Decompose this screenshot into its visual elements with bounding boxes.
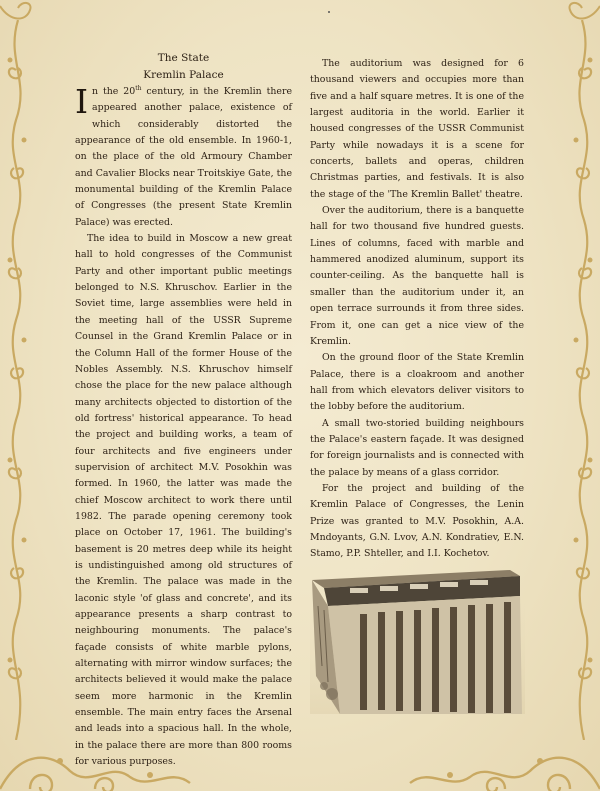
page-mark <box>328 11 330 13</box>
title-line-2: Kremlin Palace <box>143 69 224 81</box>
left-column <box>75 50 292 770</box>
right-ornament <box>568 20 598 740</box>
paragraph-4: Over the auditorium, there is a banquette hall for two thousand five hundred guests. Lines of columns, faced with marble and hammered anodized aluminum, support its counter-ceiling. As the banquette hall is smaller than the auditorium under it, an open terrace surrounds it from three sides. From it, one can get a nice view of the Kremlin. <box>310 205 524 347</box>
right-column <box>310 56 524 563</box>
paragraph-6: A small two-storied building neighbours the Palace's eastern façade. It was designed for foreign journalists and is connected with the palace by means of a glass corridor. <box>310 417 524 478</box>
left-ornament <box>2 20 32 740</box>
paragraph-3: The auditorium was designed for 6 thousand viewers and occupies more than five and a half square metres. It is one of the largest auditoria in the world. Earlier it housed congresses of the USSR Communist Party while nowadays it is a scene for concerts, ballets and operas, children Christmas parties, and festivals. It is also the stage of the 'The Kremlin Ballet' theatre. <box>310 58 524 200</box>
drop-cap: I <box>75 82 89 121</box>
paragraph-1: In the 20th century, in the Kremlin there appeared another palace, existence of which considerably distorted the appearance of the old ensemble. In 1960-1, on the place of the old Armoury Chamber and Cavalier Blocks near Troitskiye Gate, the monumental building of the Kremlin Palace of Congresses (the present State Kremlin Palace) was erected. <box>75 82 292 228</box>
top-ornament <box>0 0 600 28</box>
paragraph-2: The idea to build in Moscow a new great hall to hold congresses of the Communist Party and other important public meetings belonged to N.S. Khruschov. Earlier in the Soviet time, large assemblies were held in the meeting hall of the USSR Supreme Counsel in the Grand Kremlin Palace or in the Column Hall of the former House of the Nobles Assembly. N.S. Khruschov himself chose the place for the new palace although many architects objected to distortion of the old fortress' historical appearance. To head the project and building works, a team of four architects and five engineers under supervision of architect M.V. Posokhin was formed. In 1960, the latter was made the chief Moscow architect to work there until 1982. The parade opening ceremony took place on October 17, 1961. The building's basement is 20 metres deep while its height is undistinguished among old structures of the Kremlin. The palace was made in the laconic style 'of glass and concrete', and its appearance presents a sharp contrast to neighbouring monuments. The palace's façade consists of white marble pylons, alternating with mirror window surfaces; the architects believed it would make the palace seem more harmonic in the Kremlin ensemble. The main entry faces the Arsenal and leads into a spacious hall. In the whole, in the palace there are more than 800 rooms for various purposes. <box>75 233 292 768</box>
title-line-1: The State <box>157 52 210 64</box>
article-title <box>75 50 292 84</box>
paragraph-7: For the project and building of the Kremlin Palace of Congresses, the Lenin Prize was granted to M.V. Posokhin, A.A. Mndoyants, G.N. Lvov, A.N. Kondratiev, E.N. Stamo, P.P. Shteller, and I.I. Kochetov. <box>310 482 524 560</box>
palace-photo <box>310 566 525 714</box>
paragraph-5: On the ground floor of the State Kremlin Palace, there is a cloakroom and another hall from which elevators deliver visitors to the lobby before the auditorium. <box>310 352 524 413</box>
